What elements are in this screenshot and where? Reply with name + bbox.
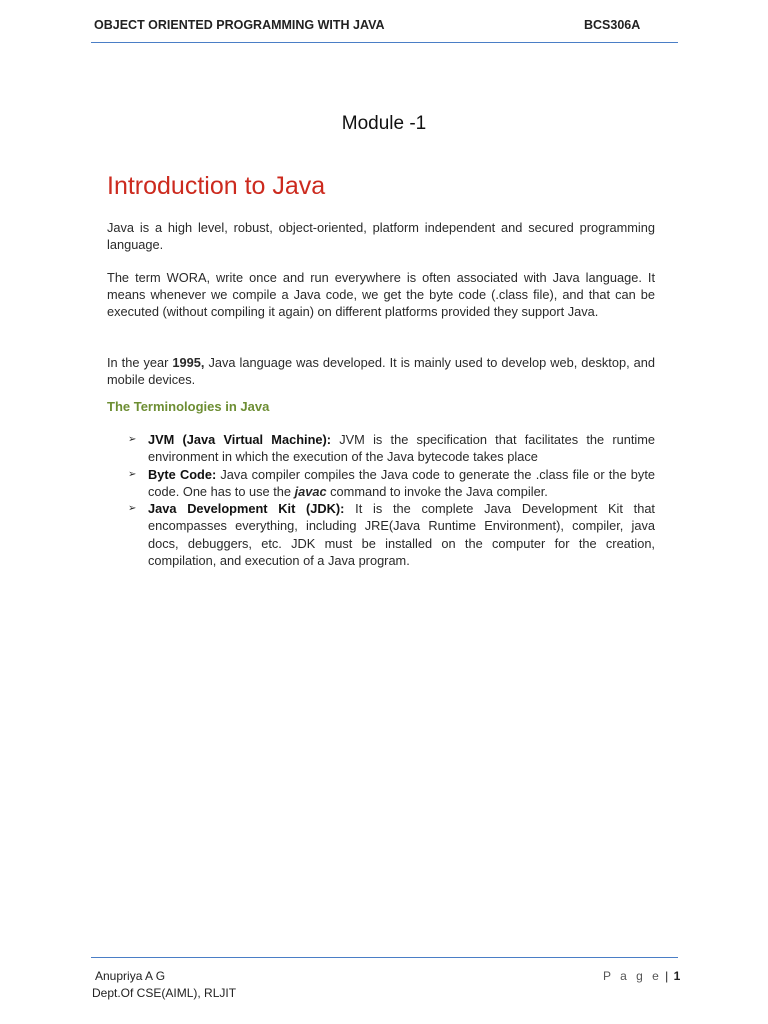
list-item-byte-code — [128, 466, 655, 501]
terminologies-heading: The Terminologies in Java — [107, 399, 270, 414]
history-text-before: In the year — [107, 355, 173, 370]
term-jdk-description: It is the complete Java Development Kit that encompasses everything, including JRE(Java Runtime Environment), compiler, java docs, debuggers, etc. JDK must be installed on the computer for the creation, compilation, and execution of a Java program. — [148, 501, 655, 569]
page-number-block — [603, 969, 680, 983]
section-title: Introduction to Java — [107, 172, 326, 200]
term-byte-code-description-end: command to invoke the Java compiler. — [326, 483, 548, 499]
term-jdk: Java Development Kit (JDK): — [148, 501, 345, 517]
term-jvm: JVM (Java Virtual Machine): — [148, 432, 332, 447]
page-number: 1 — [673, 969, 681, 983]
terminologies-list — [128, 431, 655, 569]
history-year: 1995, — [172, 355, 205, 370]
wora-text: The term WORA, write once and run everywhere is often associated with Java language. It means whenever we compile a Java code, we get the byte code (.class file), and that can be executed (without compiling it again) on different platforms provided they support Java. — [107, 270, 655, 319]
course-title: OBJECT ORIENTED PROGRAMMING WITH JAVA — [94, 18, 385, 32]
javac-emphasis: javac — [294, 483, 327, 499]
arrow-bullet-icon: ➢ — [128, 503, 137, 515]
footer-author: Anupriya A G — [95, 969, 166, 983]
course-code: BCS306A — [584, 18, 641, 32]
intro-text: Java is a high level, robust, object-oriented, platform independent and secured programming language. — [107, 220, 655, 252]
arrow-bullet-icon: ➢ — [128, 434, 137, 445]
list-item-jvm — [128, 431, 655, 466]
intro-paragraph — [107, 219, 655, 253]
term-jvm-description: JVM is the specification that facilitates the runtime environment in which the execution of the Java bytecode takes place — [148, 432, 655, 465]
arrow-bullet-icon: ➢ — [128, 468, 137, 480]
term-byte-code: Byte Code: — [148, 466, 217, 482]
module-title: Module -1 — [341, 113, 427, 134]
page-separator: | — [665, 969, 669, 983]
history-text-after: Java language was developed. It is mainly used to develop web, desktop, and mobile devices. — [107, 355, 656, 387]
footer-department: Dept.Of CSE(AIML), RLJIT — [92, 986, 237, 1000]
footer-divider — [91, 957, 678, 958]
term-byte-code-description-start: Java compiler compiles the Java code to generate the .class file or the byte code. One has to use the — [148, 466, 655, 499]
history-paragraph — [107, 354, 655, 388]
page-header — [91, 16, 678, 43]
page-label: P a g e — [603, 969, 662, 983]
list-item-jdk — [128, 500, 655, 569]
wora-paragraph — [107, 269, 655, 320]
